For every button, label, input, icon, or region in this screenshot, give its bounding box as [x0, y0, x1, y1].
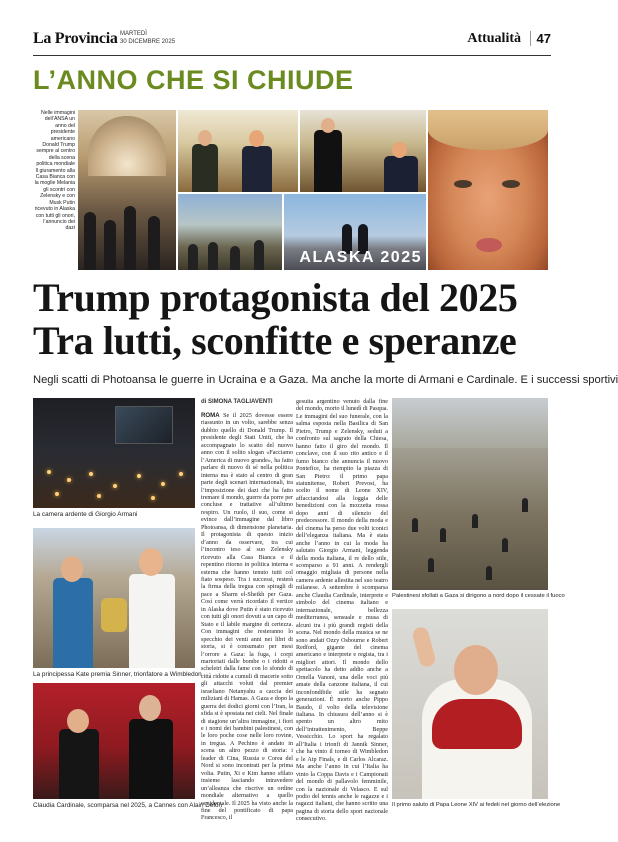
pope-caption: Il primo saluto di Papa Leone XIV ai fedeli nel giorno dell’elezione	[392, 802, 561, 808]
newspaper-name: La Provincia	[33, 30, 118, 47]
article-column-2: gesuita argentino venuto dalla fine del mondo, morto il lunedì di Pasqua. Le immagini del suo funerale, con la salma esposta nella Basilica di San Pietro, Trump e Zelensky, seduti a confronto sul sagrato della Chiesa, hanno fatto il giro del mondo. Il conclave, con il suo rito antico e il fumo bianco che annuncia il nuovo Pontefice, ha riempito la piazza di San Pietro: il primo papa statunitense, Robert Prevost, ha scelto il nome di Leone XIV, affacciandosi alla loggia delle benedizioni con la mozzetta rossa dopo anni di silenzio del predecessore. Il mondo della moda e del cinema ha perso due volti iconici dell’eleganza italiana. Ma è stata anche l’anno in cui la moda ha salutato Giorgio Armani, leggenda della moda italiana, il re dello stile, scomparso a 91 anni. A rendergli omaggio migliaia di persone nella camera ardente allestita nel suo teatro milanese. A settembre è scomparsa anche Claudia Cardinale, interprete e simbolo del cinema italiano e internazionale, bellezza mediterranea, sensuale e musa di alcuni tra i più grandi registi della scena. Nel mondo della musica se ne sono andati Ozzy Osbourne e Robert Redford, gigante del cinema americano e interprete e regista, tra i migliori attori. Il mondo dello spettacolo ha detto addio anche a Ornella Vanoni, una delle voci più amate della canzone italiana, il cui inconfondibile stile ha segnato generazioni. È morto anche Pippo Baudo, il volto della televisione italiana. In chiusura dell’anno si è spento un altro mito dell’intrattenimento, Beppe Vessicchio. Lo sport ha regalato all’Italia i trionfi di Jannik Sinner, che ha vinto il torneo di Wimbledon e le Atp Finals, e di Carlos Alcaraz. Ma anche l’anno in cui l’Italia ha vinto la Coppa Davis e i Campionati del mondo di pallavolo femminile, con la nazionale di Velasco. E sul podio del tennis anche le ragazze e i ragazzi italiani, che hanno scritto una pagina di storia dello sport nazionale consecutivo.	[296, 399, 388, 823]
article-column-1	[201, 412, 293, 822]
headline-line-2: Tra lutti, sconfitte e speranze	[33, 318, 517, 363]
masthead	[33, 30, 551, 52]
issue-date-text: 30 DICEMBRE 2025	[120, 38, 176, 45]
article-text-1: Se il 2025 dovesse essere riassunto in un volto, sarebbe senza dubbio quello di Donald Trump. Il presidente degli Stati Uniti, che ha accompagnato lo scatto del nuovo anno con il solito slogan «Facciamo l’America di nuovo grande», ha fatto parlare di nuovo di sé nella politica interna ma è stato al centro di gran parte degli scenari internazionali, tra l’imposizione dei dazi che ha fatto tremare il mondo, guerre da porre per concluse e trattative all’ultimo respiro. Un ruolo, il suo, come si evince dall’immagine dal libro Photoansa, di dimensione planetaria. Il protagonista di questo inizio d’anno da osservare, tra cui l’incontro teso al suo Zelensky ricevuto alla Casa Bianca e il repentino ritorno in politica interna e esterna che hanno tenuto tutti col fiato sospeso. Tra i successi, resterà la firma della tregua con spiragli di pace a Sharm el-Sheikh per Gaza. Così come verrà ricordato il vertice in Alaska dove Putin è stato ricevuto con tutti gli onori dovuti a un capo di Stato e il labile margine di certezza. Con immagini che resteranno lo specchio dei venti anni nei libri di storia, si è consumato per mesi l’orrore a Gaza: la fuga, i corpi martoriati dalle bombe o i ridotti a scheletri dalla fame con lo sfondo di città ridotte a cumuli di macerie sotto gli attacchi voluti dal premier israeliano Netanyahu a caccia dei miliziani di Hamas. A Gaza e dopo la guerra dei dodici giorni con l’Iran, la sfida si è spostata nei cieli. Nel finale di stagione un’altra immagine, i fiori e i nomi dei bambini palestinesi, con le loro poche cose nelle loro rovine, in tregua. A Pechino è andato in scena un altro pezzo di storia: i leader di Cina, Russia e Corea del Nord si sono incontrati per la prima volta. Putin, Xi e Kim hanno sfilato insieme lasciando intravedere un’alleanza che riscrive un ordine mondiale alternativo a quello occidentale. Il 2025 ha visto anche la fine del pontificato di papa Francesco, il	[201, 413, 293, 822]
issue-date	[120, 31, 175, 46]
gaza-photo	[392, 398, 548, 590]
cardinale-caption: Claudia Cardinale, scomparsa nel 2025, a Cannes con Alain Delon	[33, 802, 222, 809]
page-number: 47	[530, 31, 551, 46]
sinner-caption: La principessa Kate premia Sinner, trionfatore a Wimbledon	[33, 671, 202, 678]
pope-photo	[392, 609, 548, 799]
armani-caption: La camera ardente di Giorgio Armani	[33, 511, 138, 518]
gaza-caption: Palestinesi sfollati a Gaza si dirigono a nord dopo il cessate il fuoco	[392, 593, 565, 599]
crowd-photo	[178, 194, 282, 270]
issue-weekday: MARTEDÌ	[120, 31, 147, 37]
inauguration-photo	[78, 110, 176, 270]
armani-photo	[33, 398, 195, 508]
musk-oval-office-photo	[300, 110, 426, 192]
subheadline: Negli scatti di Photoansa le guerre in Ucraina e a Gaza. Ma anche la morte di Armani e Cardinale. E i successi sportivi	[33, 374, 618, 386]
trump-closeup-photo	[428, 110, 548, 270]
alaska-label: ALASKA 2025	[299, 249, 422, 266]
cardinale-photo	[33, 683, 195, 799]
byline: di SIMONA TAGLIAVENTI	[201, 399, 273, 405]
zelensky-meeting-photo	[178, 110, 298, 192]
section-name: Attualità	[467, 31, 521, 46]
dateline: ROMA	[201, 412, 220, 419]
kicker: L’ANNO CHE SI CHIUDE	[33, 65, 354, 95]
headline-line-1: Trump protagonista del 2025	[33, 275, 518, 320]
top-photo-caption: Nelle immagini dell’ANSA un anno del presidente americano Donald Trump sempre al centro della scena politica mondiale Il giuramento alla Casa Bianca con la moglie Melania gli scontri con Zelensky e con Musk Putin ricevuto in Alaska con tutti gli onori, l’annuncio dei dazi	[34, 110, 75, 232]
alaska-summit-photo	[284, 194, 426, 270]
sinner-photo	[33, 528, 195, 668]
masthead-divider	[33, 55, 551, 56]
